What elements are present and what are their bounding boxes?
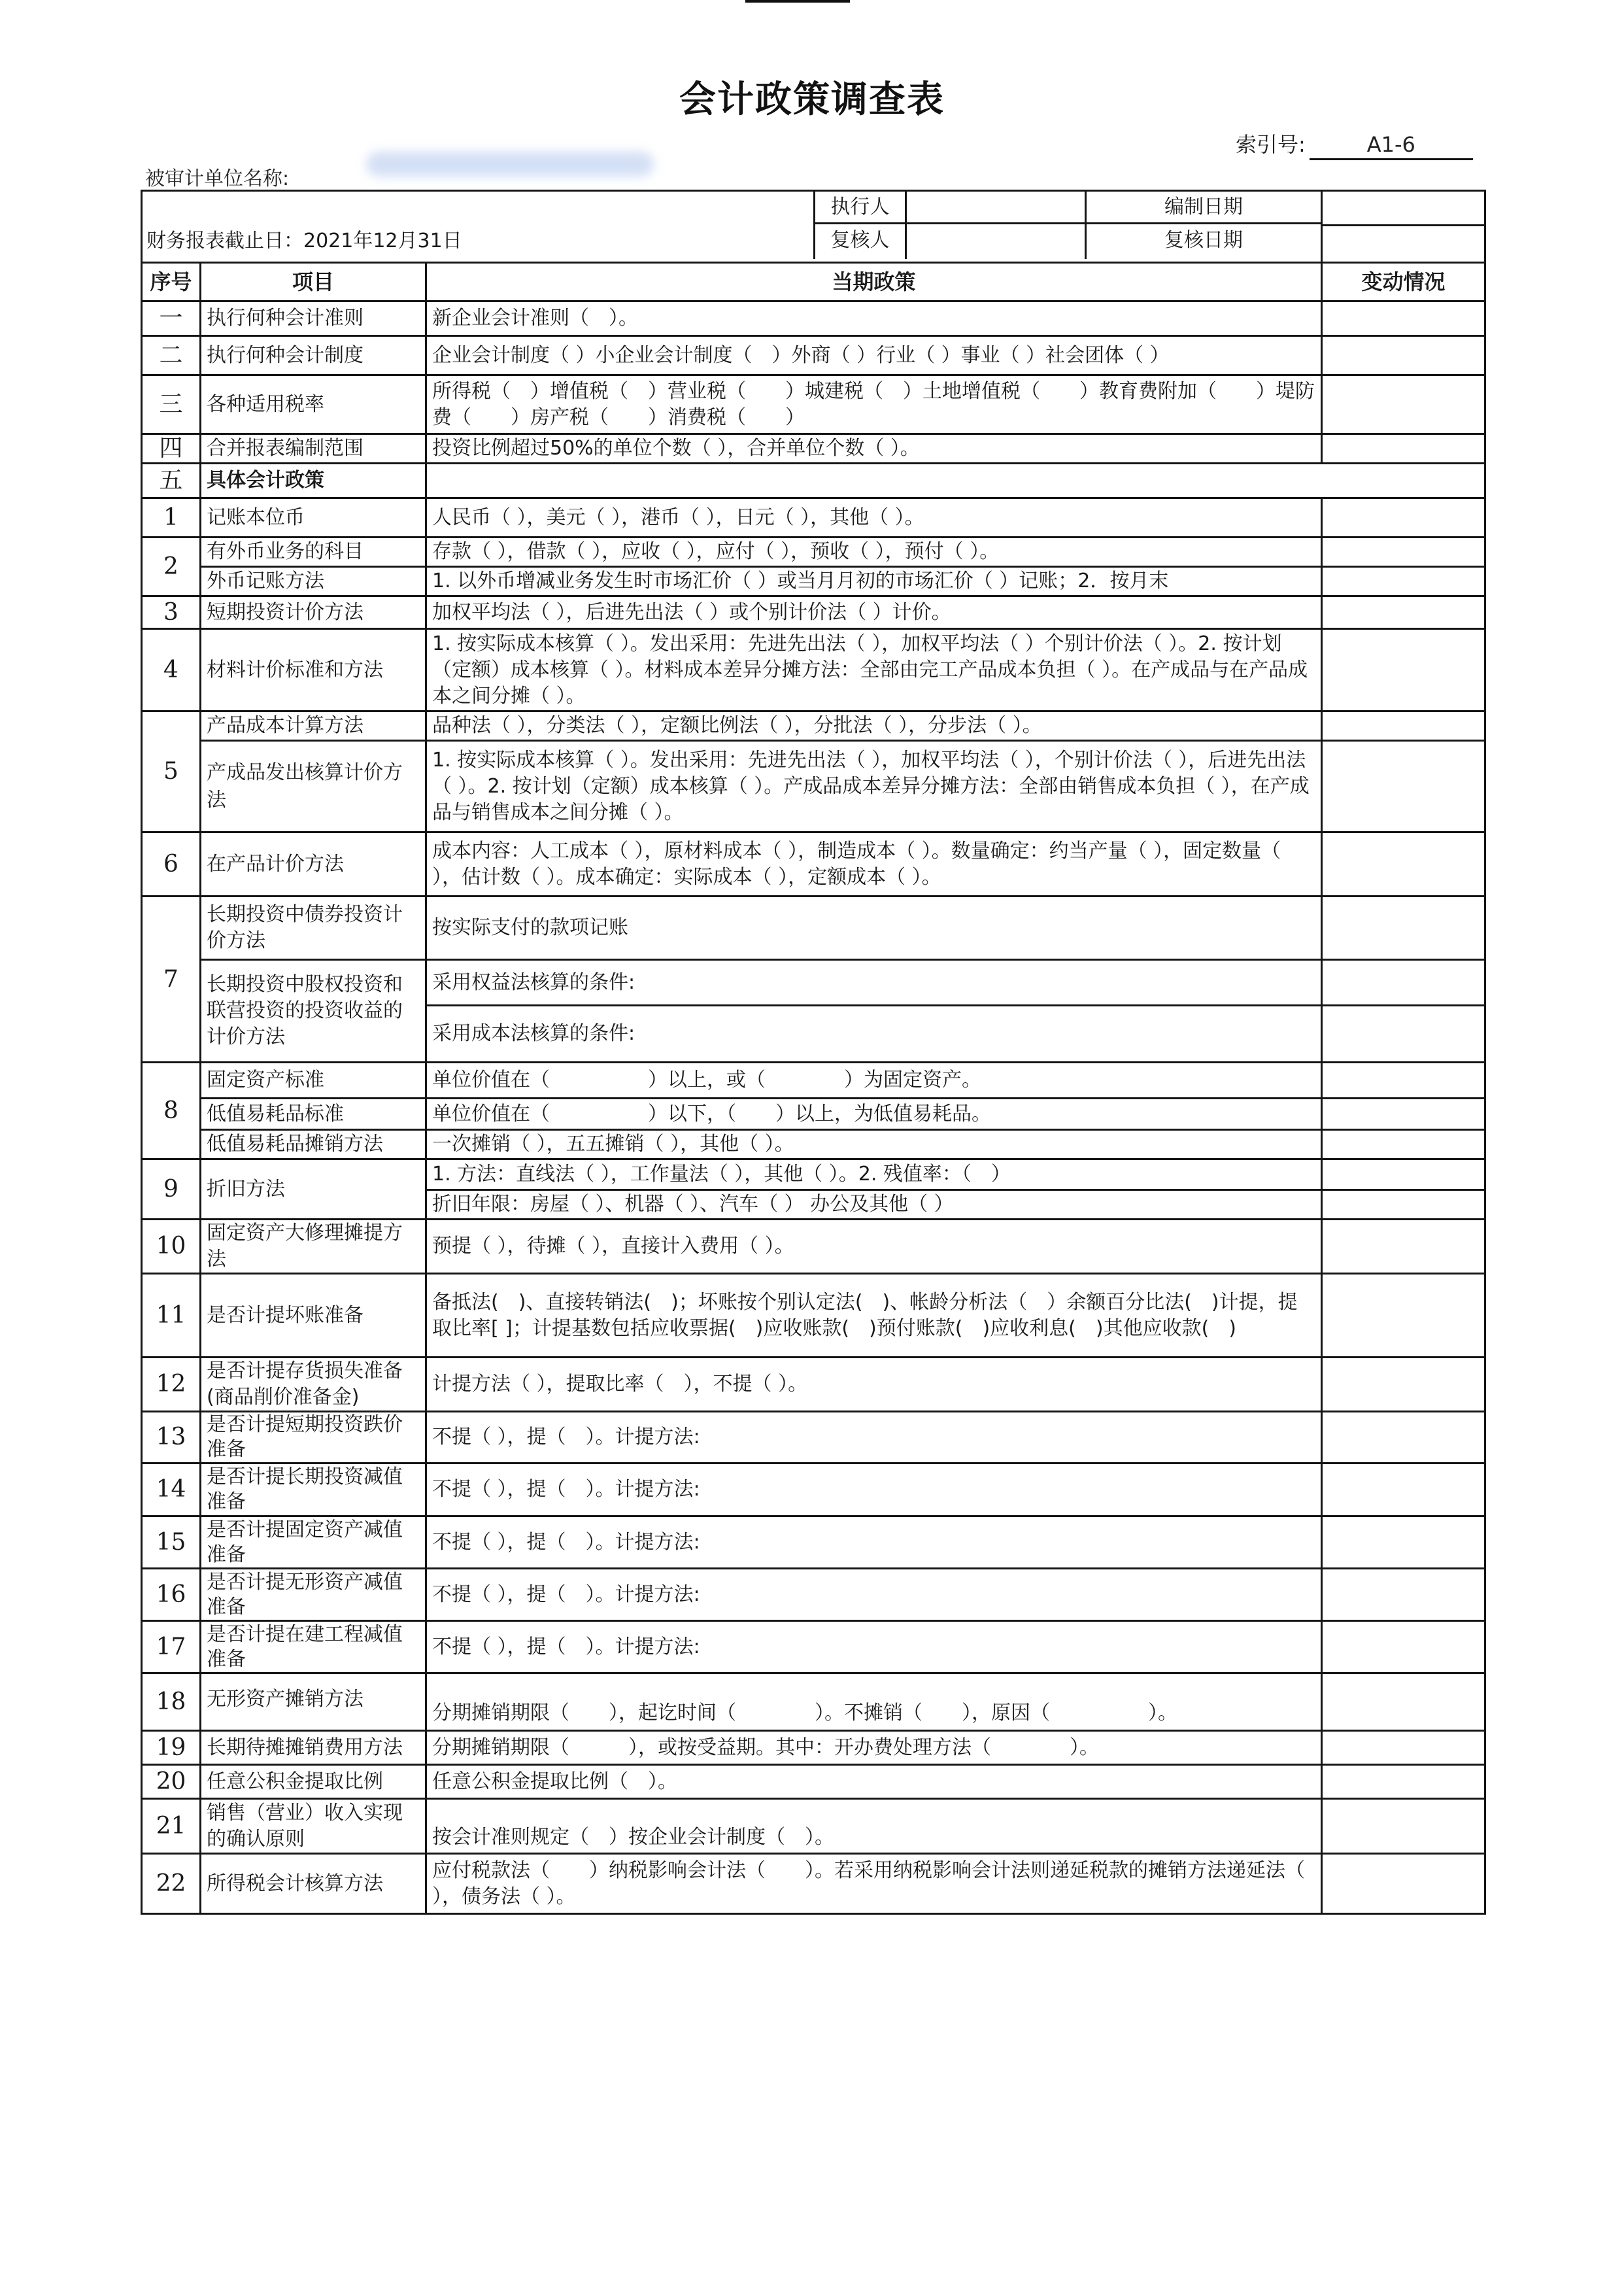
row-change[interactable]: [1322, 498, 1485, 538]
row-policy[interactable]: 加权平均法（ ），后进先出法（ ）或个别计价法（ ）计价。: [426, 596, 1322, 629]
row-change[interactable]: [1322, 1358, 1485, 1412]
reviewer-label: 复核人: [815, 224, 907, 259]
row-item: 固定资产大修理摊提方法: [201, 1220, 426, 1274]
table-row: [142, 897, 1485, 960]
row-change[interactable]: [1322, 1006, 1485, 1063]
row-no: 18: [142, 1673, 201, 1731]
table-row: [142, 960, 1485, 1006]
table-row: [142, 711, 1485, 741]
row-item: 无形资产摊销方法: [201, 1673, 426, 1731]
table-row: [142, 567, 1485, 596]
row-no: 五: [142, 464, 201, 498]
row-change[interactable]: [1322, 1063, 1485, 1099]
row-policy[interactable]: 人民币（ ），美元（ ），港币（ ），日元（ ），其他（ ）。: [426, 498, 1322, 538]
report-date: 财务报表截止日：2021年12月31日: [146, 230, 462, 252]
row-policy[interactable]: 企业会计制度（ ）小企业会计制度（ ）外商（ ）行业（ ）事业（ ）社会团体（ ）: [426, 336, 1322, 375]
row-policy[interactable]: 一次摊销（ ），五五摊销（ ），其他（ ）。: [426, 1130, 1322, 1159]
row-no: 20: [142, 1765, 201, 1799]
row-policy[interactable]: 按会计准则规定（ ）按企业会计制度（ ）。: [426, 1799, 1322, 1854]
row-policy[interactable]: 采用权益法核算的条件:: [426, 960, 1322, 1006]
row-policy[interactable]: 不提（ ），提（ ）。计提方法:: [426, 1412, 1322, 1463]
section-title: 具体会计政策: [201, 464, 426, 498]
index-label: 索引号:: [1236, 132, 1306, 157]
row-policy[interactable]: 1. 按实际成本核算（ ）。发出采用：先进先出法（ ），加权平均法（ ）个别计价法（ ）。2. 按计划（定额）成本核算（ ）。材料成本差异分摊方法：全部由完工产品成本负担（ ）。在产成品与在产品成本之间分摊（ ）。: [426, 629, 1322, 711]
row-policy[interactable]: 采用成本法核算的条件:: [426, 1006, 1322, 1063]
row-policy[interactable]: 任意公积金提取比例（ ）。: [426, 1765, 1322, 1799]
row-policy[interactable]: 备抵法( )、直接转销法( )；坏账按个别认定法( )、帐龄分析法（ ）余额百分比法( )计提，提取比率[ ]；计提基数包括应收票据( )应收账款( )预付账款( )应收利息( )其他应收款( ): [426, 1274, 1322, 1358]
table-row: [142, 1063, 1485, 1099]
row-item: 执行何种会计准则: [201, 301, 426, 336]
row-policy[interactable]: 新企业会计准则（ ）。: [426, 301, 1322, 336]
row-change[interactable]: [1322, 1190, 1485, 1220]
row-policy[interactable]: 存款（ ），借款（ ），应收（ ），应付（ ），预收（ ），预付（ ）。: [426, 538, 1322, 567]
row-item: 任意公积金提取比例: [201, 1765, 426, 1799]
row-policy[interactable]: 折旧年限：房屋（ ）、机器（ ）、汽车（ ） 办公及其他（ ）: [426, 1190, 1322, 1220]
executor-field[interactable]: [907, 192, 1087, 224]
row-change[interactable]: [1322, 567, 1485, 596]
row-change[interactable]: [1322, 1220, 1485, 1274]
row-change[interactable]: [1322, 1854, 1485, 1914]
row-item: 是否计提无形资产减值准备: [201, 1569, 426, 1621]
table-row: [142, 832, 1485, 897]
row-change[interactable]: [1322, 1765, 1485, 1799]
row-no: 4: [142, 629, 201, 711]
table-row: [142, 336, 1485, 375]
row-no: 1: [142, 498, 201, 538]
row-item: 长期投资中股权投资和联营投资的投资收益的计价方法: [201, 960, 426, 1063]
table-row: [142, 1099, 1485, 1130]
column-header-row: [142, 263, 1485, 301]
row-policy[interactable]: 按实际支付的款项记账: [426, 897, 1322, 960]
row-item: 记账本位币: [201, 498, 426, 538]
review-date-label: 复核日期: [1164, 229, 1243, 252]
table-row: [142, 1412, 1485, 1463]
row-change[interactable]: [1322, 1412, 1485, 1463]
col-no-header: 序号: [142, 263, 201, 301]
row-change[interactable]: [1322, 832, 1485, 897]
row-item: 低值易耗品标准: [201, 1099, 426, 1130]
row-item: 外币记账方法: [201, 567, 426, 596]
row-policy[interactable]: 分期摊销期限（ ），起讫时间（ ）。不摊销（ ），原因（ ）。: [426, 1673, 1322, 1731]
table-row: [142, 1731, 1485, 1765]
report-date-cell: [142, 191, 1322, 263]
row-change[interactable]: [1322, 1673, 1485, 1731]
row-item: 是否计提固定资产减值准备: [201, 1516, 426, 1569]
row-policy[interactable]: 不提（ ），提（ ）。计提方法:: [426, 1463, 1322, 1516]
row-item: 执行何种会计制度: [201, 336, 426, 375]
page-title: 会计政策调查表: [679, 78, 945, 121]
page-top-mark: [745, 0, 850, 3]
row-policy[interactable]: 不提（ ），提（ ）。计提方法:: [426, 1516, 1322, 1569]
table-row: [142, 596, 1485, 629]
row-item: 长期待摊摊销费用方法: [201, 1731, 426, 1765]
row-change[interactable]: [1322, 1516, 1485, 1569]
col-item-header: 项目: [201, 263, 426, 301]
row-item: 合并报表编制范围: [201, 434, 426, 464]
row-no: 16: [142, 1569, 201, 1621]
row-item: 是否计提坏账准备: [201, 1274, 426, 1358]
row-item: 是否计提短期投资跌价准备: [201, 1412, 426, 1463]
table-row: [142, 1358, 1485, 1412]
row-no: 22: [142, 1854, 201, 1914]
row-item: 折旧方法: [201, 1159, 426, 1220]
row-no: 12: [142, 1358, 201, 1412]
row-no: 13: [142, 1412, 201, 1463]
audited-unit-redacted: [366, 152, 654, 177]
row-change[interactable]: [1322, 1731, 1485, 1765]
table-row: [142, 629, 1485, 711]
col-policy-header: 当期政策: [426, 263, 1322, 301]
row-policy[interactable]: 成本内容：人工成本（ ），原材料成本（ ），制造成本（ ）。数量确定：约当产量（ ），固定数量（ ），估计数（ ）。成本确定：实际成本（ ），定额成本（ ）。: [426, 832, 1322, 897]
row-item: 在产品计价方法: [201, 832, 426, 897]
index-value: A1-6: [1310, 132, 1473, 160]
row-change[interactable]: [1322, 596, 1485, 629]
row-item: 产品成本计算方法: [201, 711, 426, 741]
row-change[interactable]: [1322, 434, 1485, 464]
row-no: 7: [142, 897, 201, 1063]
row-item: 产成品发出核算计价方法: [201, 741, 426, 832]
row-change[interactable]: [1322, 1621, 1485, 1673]
reviewer-field[interactable]: [907, 224, 1087, 259]
table-row: [142, 498, 1485, 538]
row-policy: [426, 464, 1485, 498]
row-policy[interactable]: 品种法（ ），分类法（ ），定额比例法（ ），分批法（ ），分步法（ ）。: [426, 711, 1322, 741]
row-change[interactable]: [1322, 960, 1485, 1006]
row-no: 9: [142, 1159, 201, 1220]
table-row: [142, 1220, 1485, 1274]
row-no: 21: [142, 1799, 201, 1854]
table-row: [142, 741, 1485, 832]
row-change[interactable]: [1322, 629, 1485, 711]
row-change[interactable]: [1322, 1569, 1485, 1621]
row-change[interactable]: [1322, 375, 1485, 434]
prepared-date-field[interactable]: [1322, 191, 1485, 226]
review-date-field[interactable]: [1322, 226, 1485, 263]
row-no: 四: [142, 434, 201, 464]
index-number: [1236, 128, 1473, 160]
col-change-header: 变动情况: [1322, 263, 1485, 301]
row-no: 一: [142, 301, 201, 336]
row-item: 固定资产标准: [201, 1063, 426, 1099]
table-row: [142, 1854, 1485, 1914]
row-change[interactable]: [1322, 1799, 1485, 1854]
row-no: 2: [142, 538, 201, 596]
row-item: 销售（营业）收入实现的确认原则: [201, 1799, 426, 1854]
row-item: 低值易耗品摊销方法: [201, 1130, 426, 1159]
row-no: 17: [142, 1621, 201, 1673]
row-policy[interactable]: 投资比例超过50%的单位个数（ ），合并单位个数（ ）。: [426, 434, 1322, 464]
row-policy[interactable]: 预提（ ），待摊（ ），直接计入费用（ ）。: [426, 1220, 1322, 1274]
row-no: 6: [142, 832, 201, 897]
row-policy[interactable]: 分期摊销期限（ ），或按受益期。其中：开办费处理方法（ ）。: [426, 1731, 1322, 1765]
row-item: 各种适用税率: [201, 375, 426, 434]
table-row: [142, 1159, 1485, 1190]
row-policy[interactable]: 不提（ ），提（ ）。计提方法:: [426, 1621, 1322, 1673]
row-no: 3: [142, 596, 201, 629]
row-policy[interactable]: 1. 以外币增减业务发生时市场汇价（ ）或当月月初的市场汇价（ ）记账；2．按月末: [426, 567, 1322, 596]
table-row: [142, 1569, 1485, 1621]
row-policy[interactable]: 单位价值在（ ）以上，或（ ）为固定资产。: [426, 1063, 1322, 1099]
table-row: [142, 1673, 1485, 1731]
row-item: 短期投资计价方法: [201, 596, 426, 629]
table-row: [142, 1799, 1485, 1854]
prepared-date-label: 编制日期: [1087, 192, 1321, 224]
row-item: 长期投资中债券投资计价方法: [201, 897, 426, 960]
row-change[interactable]: [1322, 1099, 1485, 1130]
row-change[interactable]: [1322, 301, 1485, 336]
row-no: 14: [142, 1463, 201, 1516]
table-row: [142, 434, 1485, 464]
row-change[interactable]: [1322, 1159, 1485, 1190]
row-no: 10: [142, 1220, 201, 1274]
row-change[interactable]: [1322, 897, 1485, 960]
accounting-policy-table: [141, 190, 1486, 1915]
row-policy[interactable]: 应付税款法（ ）纳税影响会计法（ ）。若采用纳税影响会计法则递延税款的摊销方法递延法（ ），债务法（ ）。: [426, 1854, 1322, 1914]
table-row: [142, 301, 1485, 336]
row-item: 所得税会计核算方法: [201, 1854, 426, 1914]
row-policy[interactable]: 不提（ ），提（ ）。计提方法:: [426, 1569, 1322, 1621]
row-no: 三: [142, 375, 201, 434]
row-change[interactable]: [1322, 1130, 1485, 1159]
row-item: 是否计提在建工程减值准备: [201, 1621, 426, 1673]
row-no: 二: [142, 336, 201, 375]
row-no: 8: [142, 1063, 201, 1159]
row-no: 19: [142, 1731, 201, 1765]
table-row: [142, 375, 1485, 434]
row-change[interactable]: [1322, 336, 1485, 375]
row-change[interactable]: [1322, 538, 1485, 567]
row-policy[interactable]: 1. 按实际成本核算（ ）。发出采用：先进先出法（ ），加权平均法（ ），个别计价法（ ），后进先出法（ ）。2. 按计划（定额）成本核算（ ）。产成品成本差异分摊方法：全部由销售成本负担（ ），在产成品与销售成本之间分摊（ ）。: [426, 741, 1322, 832]
row-no: 15: [142, 1516, 201, 1569]
row-policy[interactable]: 1. 方法：直线法（ ），工作量法（ ），其他（ ）。2. 残值率：（ ）: [426, 1159, 1322, 1190]
row-change[interactable]: [1322, 1274, 1485, 1358]
table-row: [142, 1274, 1485, 1358]
row-change[interactable]: [1322, 1463, 1485, 1516]
row-change[interactable]: [1322, 711, 1485, 741]
table-row: [142, 538, 1485, 567]
audited-unit-label: 被审计单位名称:: [145, 167, 290, 190]
section-row: [142, 464, 1485, 498]
row-item: 材料计价标准和方法: [201, 629, 426, 711]
row-item: 有外币业务的科目: [201, 538, 426, 567]
table-row: [142, 1463, 1485, 1516]
table-row: [142, 1516, 1485, 1569]
row-policy[interactable]: 所得税（ ）增值税（ ）营业税（ ）城建税（ ）土地增值税（ ）教育费附加（ ）堤防费（ ）房产税（ ）消费税（ ）: [426, 375, 1322, 434]
executor-label: 执行人: [815, 192, 907, 224]
row-item: 是否计提长期投资减值准备: [201, 1463, 426, 1516]
table-row: [142, 1765, 1485, 1799]
row-policy[interactable]: 计提方法（ ），提取比率（ ），不提（ ）。: [426, 1358, 1322, 1412]
row-change[interactable]: [1322, 741, 1485, 832]
row-policy[interactable]: 单位价值在（ ）以下，（ ）以上，为低值易耗品。: [426, 1099, 1322, 1130]
table-row: [142, 1130, 1485, 1159]
table-row: [142, 1621, 1485, 1673]
row-no: 11: [142, 1274, 201, 1358]
row-no: 5: [142, 711, 201, 832]
row-item: 是否计提存货损失准备(商品削价准备金): [201, 1358, 426, 1412]
